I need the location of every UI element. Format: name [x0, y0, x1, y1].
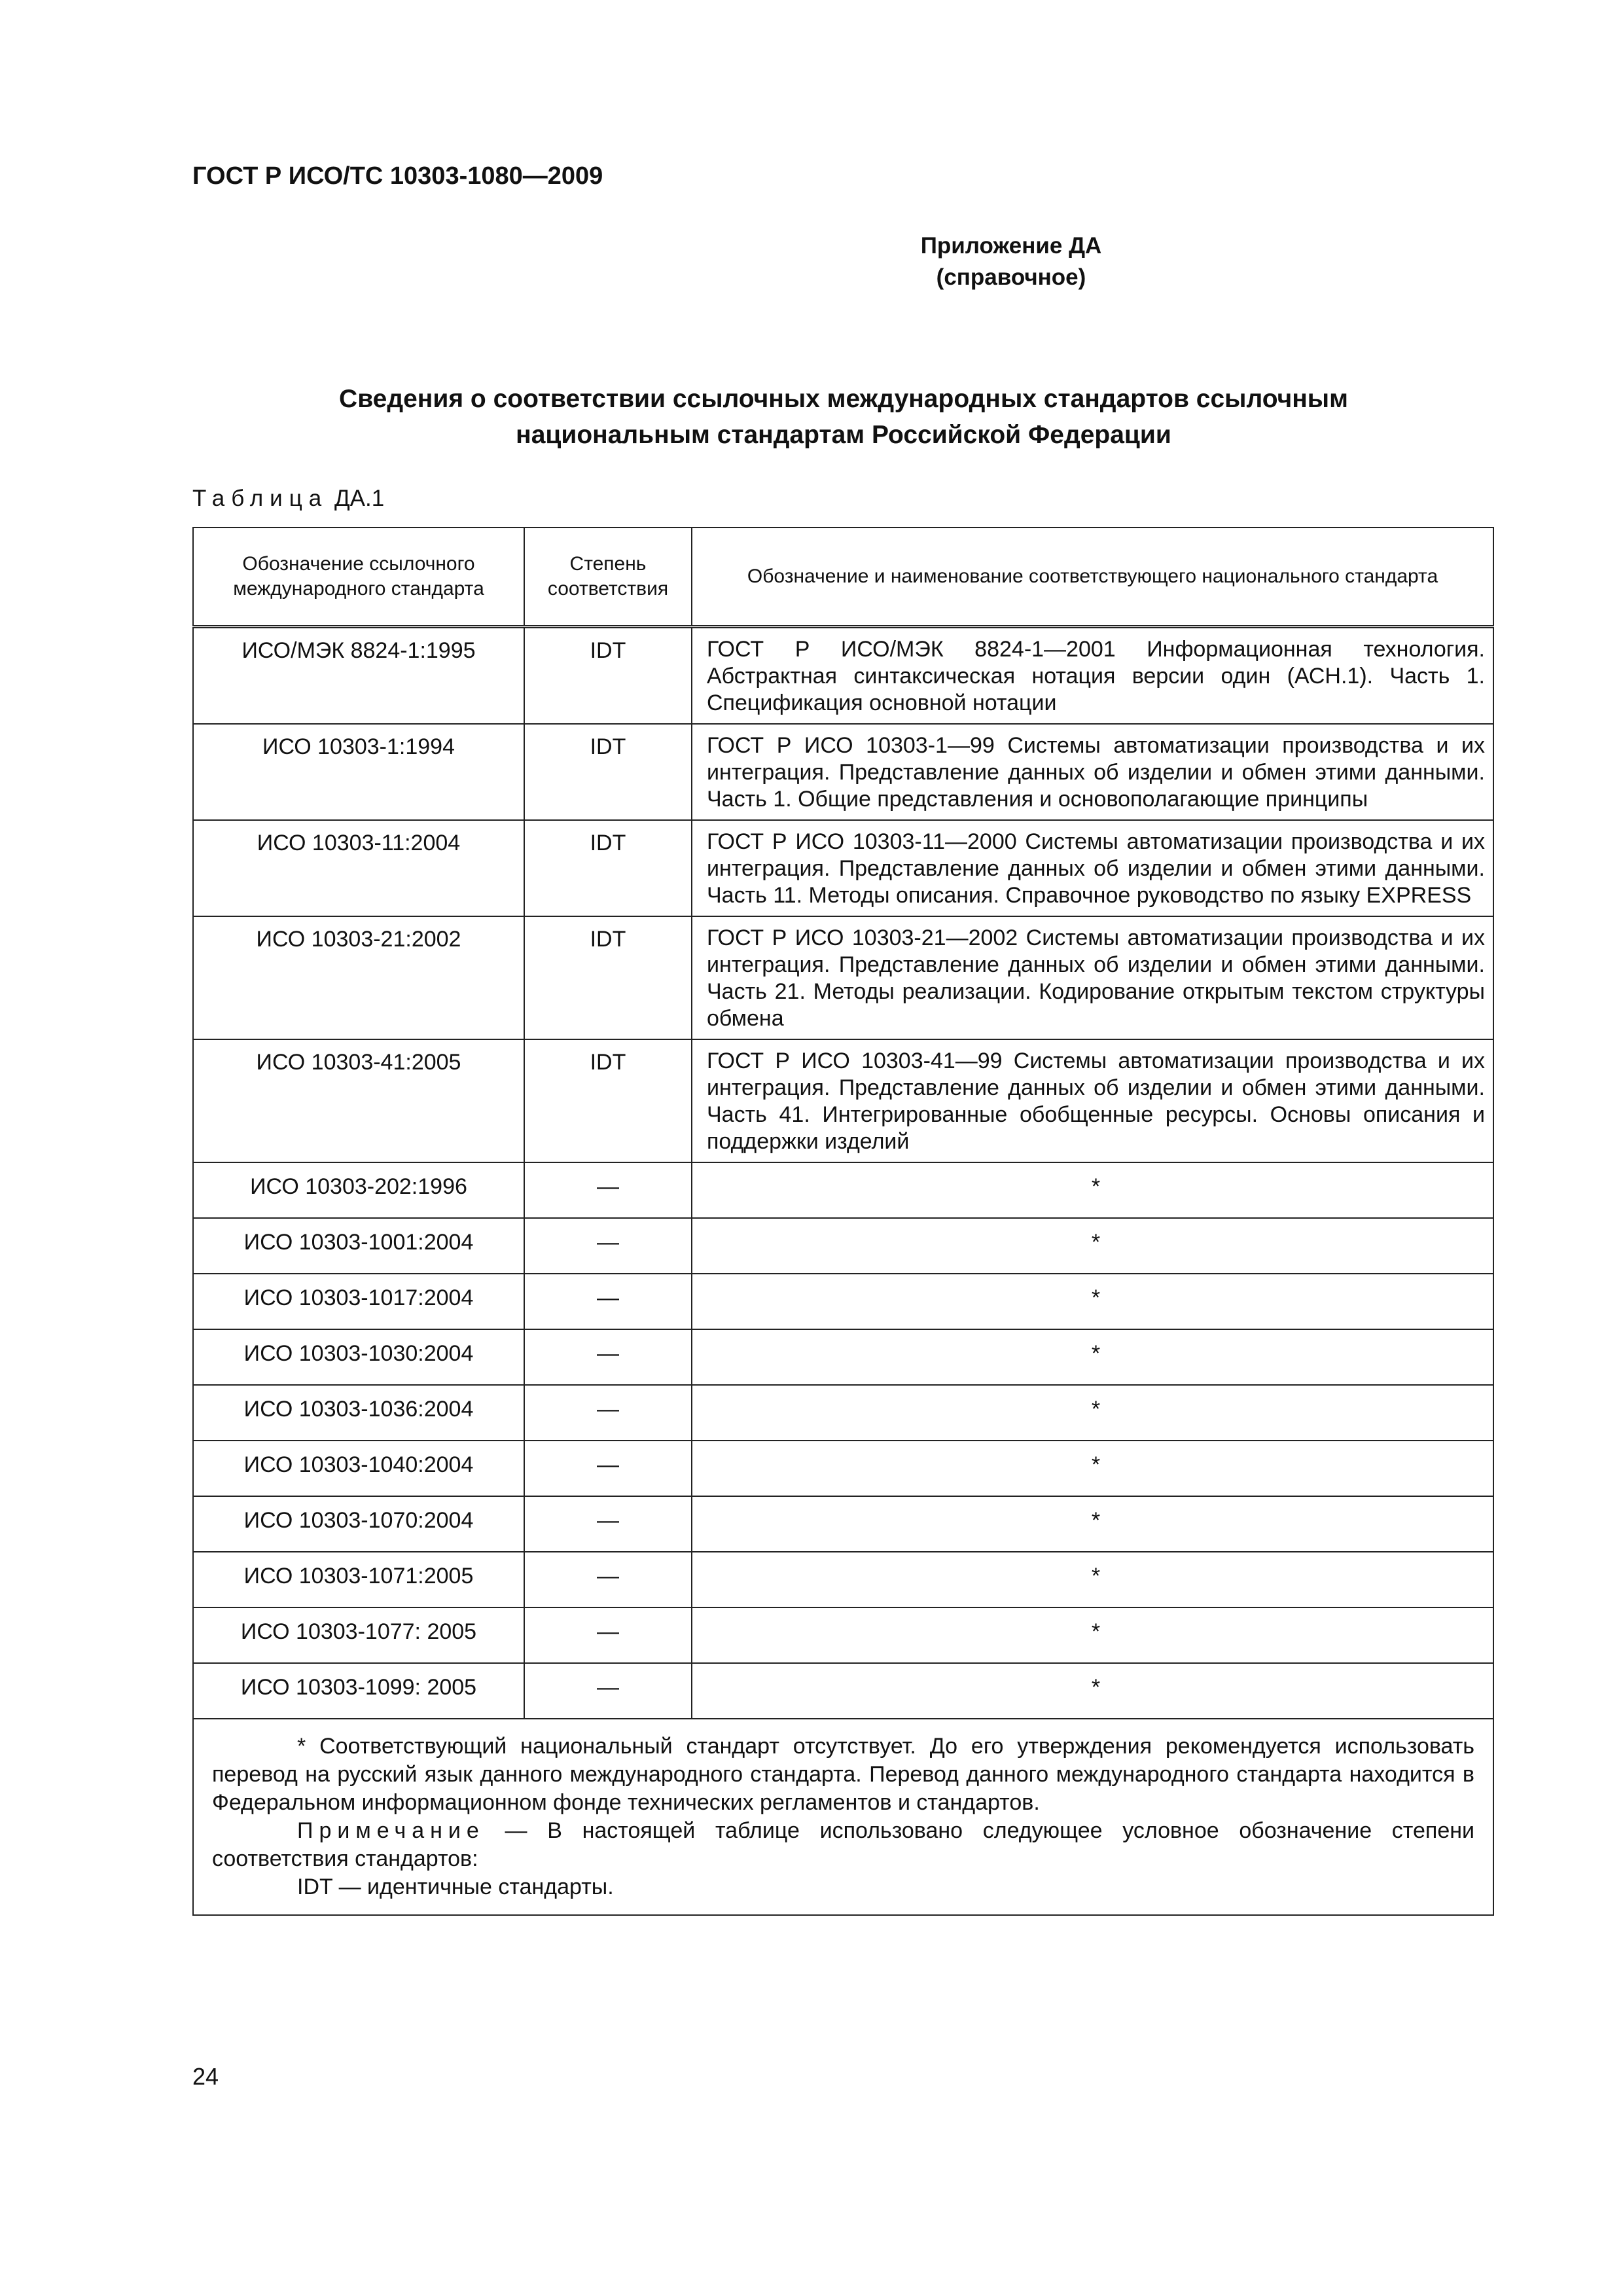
degree-cell: —: [524, 1218, 692, 1274]
appendix-title: Приложение ДА: [920, 233, 1102, 259]
intl-standard-cell: ИСО 10303-21:2002: [193, 916, 524, 1039]
degree-cell: —: [524, 1607, 692, 1663]
section-title: [192, 381, 1495, 453]
table-label-word: Таблица: [192, 486, 329, 511]
national-standard-cell: *: [692, 1274, 1493, 1329]
note-text: — В настоящей таблице использовано следующее условное обозначение степени соответствия стандартов:: [212, 1818, 1474, 1871]
table-row: [193, 1607, 1493, 1663]
intl-standard-cell: ИСО 10303-202:1996: [193, 1162, 524, 1218]
degree-cell: —: [524, 1329, 692, 1385]
national-standard-cell: *: [692, 1441, 1493, 1496]
intl-standard-cell: ИСО/МЭК 8824-1:1995: [193, 627, 524, 725]
degree-cell: IDT: [524, 1039, 692, 1162]
intl-standard-cell: ИСО 10303-1070:2004: [193, 1496, 524, 1552]
legend-text: IDT — идентичные стандарты.: [297, 1874, 614, 1899]
table-label: [192, 486, 384, 512]
intl-standard-cell: ИСО 10303-1071:2005: [193, 1552, 524, 1607]
table-row: [193, 1329, 1493, 1385]
table-notes-row: [193, 1719, 1493, 1915]
degree-cell: —: [524, 1552, 692, 1607]
appendix-heading: [0, 230, 1623, 293]
national-standard-cell: ГОСТ Р ИСО 10303-21—2002 Системы автоматизации производства и их интеграция. Представление данных об изделии и обмен этими данными. Часть 21. Методы реализации. Кодирование открытым текстом структуры обмена: [692, 916, 1493, 1039]
intl-standard-cell: ИСО 10303-1030:2004: [193, 1329, 524, 1385]
note-word: Примечание: [297, 1818, 485, 1843]
table-row: [193, 1441, 1493, 1496]
header-degree-of-correspondence: Степень соответствия: [524, 528, 692, 627]
degree-cell: IDT: [524, 724, 692, 820]
national-standard-cell: *: [692, 1552, 1493, 1607]
document-code: ГОСТ Р ИСО/ТС 10303-1080—2009: [192, 162, 603, 190]
table-row: [193, 916, 1493, 1039]
degree-cell: IDT: [524, 627, 692, 725]
national-standard-cell: *: [692, 1162, 1493, 1218]
table-row: [193, 1039, 1493, 1162]
standards-correspondence-table: [192, 527, 1494, 1916]
national-standard-cell: *: [692, 1218, 1493, 1274]
intl-standard-cell: ИСО 10303-1017:2004: [193, 1274, 524, 1329]
national-standard-cell: *: [692, 1607, 1493, 1663]
national-standard-cell: *: [692, 1385, 1493, 1441]
degree-cell: —: [524, 1441, 692, 1496]
appendix-type: (справочное): [936, 264, 1086, 290]
degree-cell: —: [524, 1274, 692, 1329]
degree-cell: —: [524, 1496, 692, 1552]
degree-cell: IDT: [524, 820, 692, 916]
table-row: [193, 1385, 1493, 1441]
table-row: [193, 1218, 1493, 1274]
section-title-line-2: национальным стандартам Российской Федерации: [516, 421, 1171, 449]
intl-standard-cell: ИСО 10303-1077: 2005: [193, 1607, 524, 1663]
national-standard-cell: ГОСТ Р ИСО/МЭК 8824-1—2001 Информационная технология. Абстрактная синтаксическая нотация версии один (АСН.1). Часть 1. Спецификация основной нотации: [692, 627, 1493, 725]
intl-standard-cell: ИСО 10303-41:2005: [193, 1039, 524, 1162]
degree-cell: —: [524, 1663, 692, 1719]
footnote-text: * Соответствующий национальный стандарт отсутствует. До его утверждения рекомендуется использовать перевод на русский язык данного международного стандарта. Перевод данного международного стандарта находится в Федеральном информационном фонде технических регламентов и стандартов.: [212, 1734, 1474, 1815]
table-notes-cell: [193, 1719, 1493, 1915]
table-row: [193, 1162, 1493, 1218]
page-number: 24: [192, 2063, 219, 2090]
table-body: [193, 627, 1493, 1916]
table-header-row: [193, 528, 1493, 627]
note-paragraph: [212, 1817, 1474, 1873]
national-standard-cell: ГОСТ Р ИСО 10303-11—2000 Системы автоматизации производства и их интеграция. Представление данных об изделии и обмен этими данными. Часть 11. Методы описания. Справочное руководство по языку EXPRESS: [692, 820, 1493, 916]
degree-cell: —: [524, 1385, 692, 1441]
table-row: [193, 1274, 1493, 1329]
section-title-line-1: Сведения о соответствии ссылочных международных стандартов ссылочным: [339, 385, 1348, 413]
intl-standard-cell: ИСО 10303-1001:2004: [193, 1218, 524, 1274]
table-row: [193, 820, 1493, 916]
table-row: [193, 1552, 1493, 1607]
national-standard-cell: *: [692, 1663, 1493, 1719]
table-row: [193, 724, 1493, 820]
table-row: [193, 1496, 1493, 1552]
national-standard-cell: *: [692, 1496, 1493, 1552]
table-row: [193, 1663, 1493, 1719]
table-row: [193, 627, 1493, 725]
national-standard-cell: ГОСТ Р ИСО 10303-41—99 Системы автоматизации производства и их интеграция. Представление данных об изделии и обмен этими данными. Часть 41. Интегрированные обобщенные ресурсы. Основы описания и поддержки изделий: [692, 1039, 1493, 1162]
degree-cell: IDT: [524, 916, 692, 1039]
header-national-standard: Обозначение и наименование соответствующего национального стандарта: [692, 528, 1493, 627]
degree-cell: —: [524, 1162, 692, 1218]
intl-standard-cell: ИСО 10303-1099: 2005: [193, 1663, 524, 1719]
national-standard-cell: ГОСТ Р ИСО 10303-1—99 Системы автоматизации производства и их интеграция. Представление данных об изделии и обмен этими данными. Часть 1. Общие представления и основополагающие принципы: [692, 724, 1493, 820]
intl-standard-cell: ИСО 10303-1040:2004: [193, 1441, 524, 1496]
header-international-standard: Обозначение ссылочного международного стандарта: [193, 528, 524, 627]
table-label-number: ДА.1: [328, 486, 385, 511]
intl-standard-cell: ИСО 10303-11:2004: [193, 820, 524, 916]
intl-standard-cell: ИСО 10303-1:1994: [193, 724, 524, 820]
intl-standard-cell: ИСО 10303-1036:2004: [193, 1385, 524, 1441]
national-standard-cell: *: [692, 1329, 1493, 1385]
